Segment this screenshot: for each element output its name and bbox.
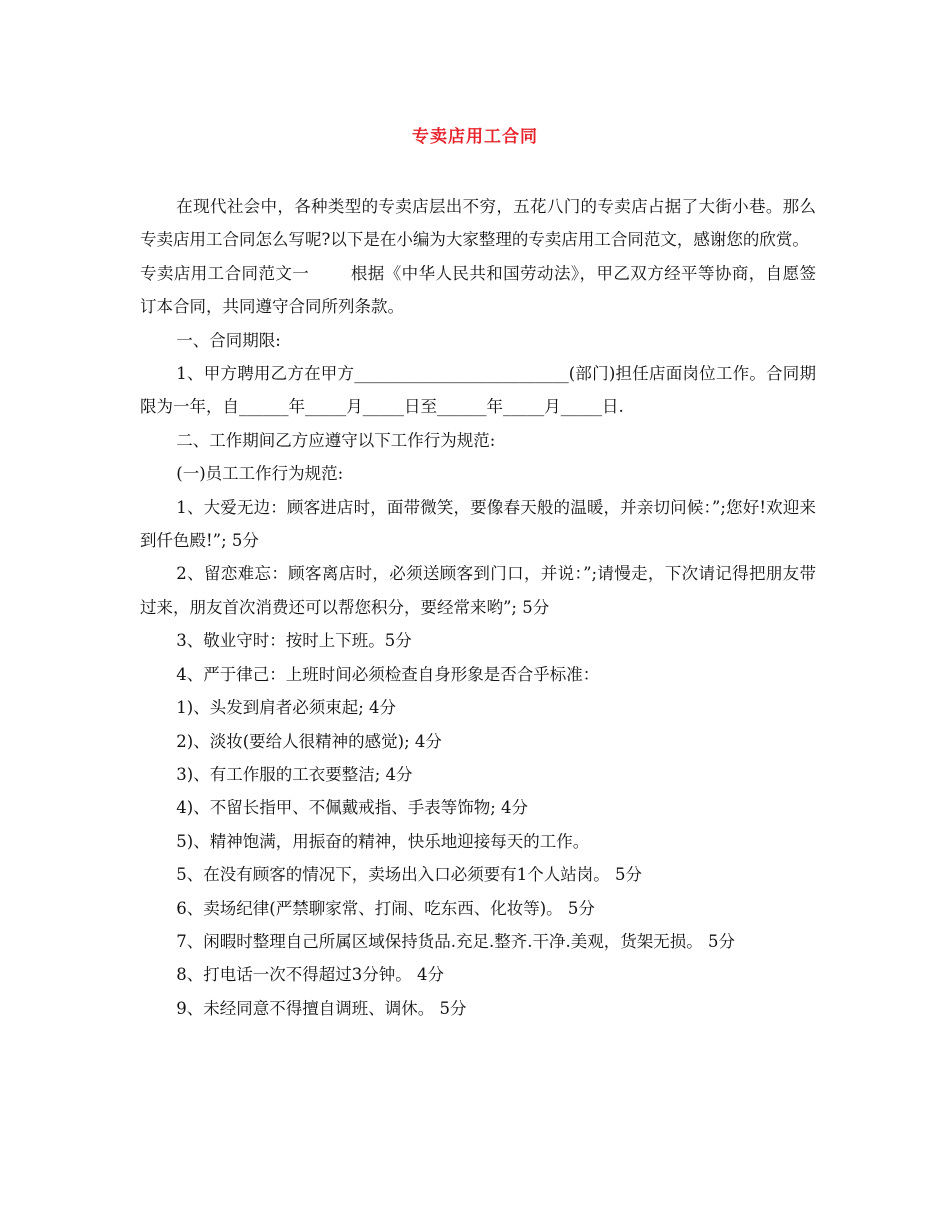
rules-list — [140, 491, 816, 1026]
conduct-sub-heading: (一)员工工作行为规范: — [176, 464, 344, 484]
rule-item: 4)、不留长指甲、不佩戴戒指、手表等饰物; 4分 — [176, 798, 529, 818]
rule-item: 1)、头发到肩者必须束起; 4分 — [176, 698, 397, 718]
intro-paragraph: 在现代社会中，各种类型的专卖店层出不穷，五花八门的专卖店占据了大街小巷。那么专卖店用工合同怎么写呢?以下是在小编为大家整理的专卖店用工合同范文，感谢您的欣赏。 — [140, 197, 816, 250]
rule-item: 5、在没有顾客的情况下，卖场出入口必须要有1个人站岗。 5分 — [176, 865, 643, 885]
rule-item: 9、未经同意不得擅自调班、调休。 5分 — [176, 998, 467, 1018]
rule-item: 6、卖场纪律(严禁聊家常、打闹、吃东西、化妆等)。 5分 — [176, 898, 595, 918]
sample-paragraph — [140, 257, 816, 324]
rule-item: 8、打电话一次不得超过3分钟。 4分 — [176, 965, 445, 985]
conduct-heading: 二、工作期间乙方应遵守以下工作行为规范: — [176, 430, 496, 450]
rule-item: 4、严于律己：上班时间必须检查自身形象是否合乎标准： — [176, 664, 600, 684]
term-heading: 一、合同期限: — [176, 330, 281, 350]
sample-opening: 根据《中华人民共和国劳动法》，甲乙双方经平等协商，自愿签订本合同，共同遵守合同所列条款。 — [140, 263, 817, 317]
rule-item: 3、敬业守时：按时上下班。5分 — [176, 631, 412, 651]
sample-label: 专卖店用工合同范文一 — [140, 263, 310, 283]
rule-item: 5)、精神饱满，用振奋的精神，快乐地迎接每天的工作。 — [176, 831, 590, 851]
rule-item: 3)、有工作服的工衣要整洁; 4分 — [176, 764, 413, 784]
document-title: 专卖店用工合同 — [412, 127, 538, 147]
rule-item: 2、留恋难忘：顾客离店时，必须送顾客到门口，并说：”;请慢走，下次请记得把朋友带过来，朋友首次消费还可以帮您积分，要经常来哟”; 5分 — [140, 564, 816, 617]
document-body — [140, 190, 816, 1025]
term-item: 1、甲方聘用乙方在甲方__________________________(部门)担任店面岗位工作。合同期限为一年，自______年_____月_____日至______年_____月_____日. — [140, 364, 816, 417]
rule-item: 1、大爱无边：顾客进店时，面带微笑，要像春天般的温暖，并亲切问候：”;您好!欢迎来到仟色殿!”; 5分 — [140, 497, 816, 551]
rule-item: 7、闲暇时整理自己所属区域保持货品.充足.整齐.干净.美观，货架无损。 5分 — [176, 931, 736, 951]
rule-item: 2)、淡妆(要给人很精神的感觉); 4分 — [176, 731, 442, 751]
